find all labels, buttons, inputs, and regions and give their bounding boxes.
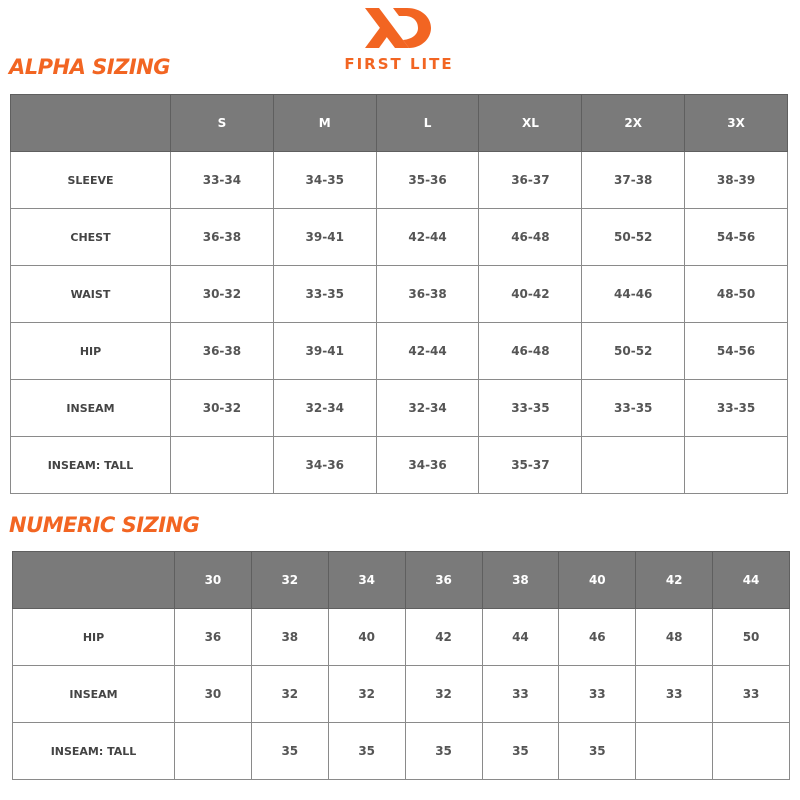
table-cell: 38-39 <box>685 152 788 209</box>
table-cell <box>685 437 788 494</box>
table-cell: 40-42 <box>479 266 582 323</box>
brand-logo <box>334 4 464 74</box>
alpha-size-header: L <box>376 95 479 152</box>
table-cell: 54-56 <box>685 323 788 380</box>
table-cell: 36 <box>175 609 252 666</box>
table-row <box>11 380 788 437</box>
table-cell: 33-34 <box>171 152 274 209</box>
alpha-sizing-title: ALPHA SIZING <box>9 55 170 79</box>
brand-name: FIRST LITE <box>344 55 454 73</box>
numeric-size-header: 38 <box>482 552 559 609</box>
row-label: SLEEVE <box>11 152 171 209</box>
table-row <box>11 209 788 266</box>
table-cell: 42-44 <box>376 323 479 380</box>
numeric-size-header: 36 <box>405 552 482 609</box>
table-cell: 46-48 <box>479 209 582 266</box>
table-cell: 36-38 <box>171 209 274 266</box>
table-cell <box>171 437 274 494</box>
table-row <box>11 437 788 494</box>
table-row <box>13 609 790 666</box>
table-cell: 40 <box>328 609 405 666</box>
table-cell: 35 <box>328 723 405 780</box>
table-cell <box>582 437 685 494</box>
table-cell: 48 <box>636 609 713 666</box>
table-cell: 33-35 <box>582 380 685 437</box>
table-cell: 30 <box>175 666 252 723</box>
table-cell: 50-52 <box>582 209 685 266</box>
numeric-size-header: 42 <box>636 552 713 609</box>
table-row <box>11 152 788 209</box>
alpha-size-header: 3X <box>685 95 788 152</box>
table-cell: 46-48 <box>479 323 582 380</box>
table-cell: 33-35 <box>685 380 788 437</box>
table-cell: 33-35 <box>273 266 376 323</box>
numeric-size-header: 30 <box>175 552 252 609</box>
table-cell: 54-56 <box>685 209 788 266</box>
row-label: INSEAM <box>11 380 171 437</box>
alpha-sizing-table <box>10 94 788 494</box>
row-label: CHEST <box>11 209 171 266</box>
first-lite-mark-icon <box>363 4 435 52</box>
row-label: WAIST <box>11 266 171 323</box>
table-cell <box>713 723 790 780</box>
table-cell: 44 <box>482 609 559 666</box>
row-label: INSEAM <box>13 666 175 723</box>
alpha-size-header: 2X <box>582 95 685 152</box>
table-row <box>11 266 788 323</box>
table-cell: 32 <box>328 666 405 723</box>
numeric-size-header: 44 <box>713 552 790 609</box>
alpha-size-header: XL <box>479 95 582 152</box>
table-cell: 44-46 <box>582 266 685 323</box>
table-cell <box>175 723 252 780</box>
table-cell: 42 <box>405 609 482 666</box>
table-cell: 32 <box>251 666 328 723</box>
table-cell: 30-32 <box>171 380 274 437</box>
numeric-corner-cell <box>13 552 175 609</box>
table-cell: 32 <box>405 666 482 723</box>
alpha-size-header: M <box>273 95 376 152</box>
table-cell: 34-35 <box>273 152 376 209</box>
table-cell: 32-34 <box>273 380 376 437</box>
table-cell: 50-52 <box>582 323 685 380</box>
row-label: INSEAM: TALL <box>13 723 175 780</box>
table-cell: 36-38 <box>376 266 479 323</box>
table-row <box>13 723 790 780</box>
table-cell: 33 <box>482 666 559 723</box>
table-cell: 33 <box>559 666 636 723</box>
table-cell: 32-34 <box>376 380 479 437</box>
row-label: INSEAM: TALL <box>11 437 171 494</box>
table-cell: 33 <box>713 666 790 723</box>
table-cell: 50 <box>713 609 790 666</box>
table-cell: 39-41 <box>273 323 376 380</box>
table-cell: 35 <box>405 723 482 780</box>
table-cell: 30-32 <box>171 266 274 323</box>
table-cell: 39-41 <box>273 209 376 266</box>
table-cell <box>636 723 713 780</box>
table-cell: 33-35 <box>479 380 582 437</box>
numeric-size-header: 40 <box>559 552 636 609</box>
table-cell: 34-36 <box>273 437 376 494</box>
numeric-size-header: 32 <box>251 552 328 609</box>
table-cell: 35 <box>251 723 328 780</box>
numeric-header-row <box>13 552 790 609</box>
table-cell: 46 <box>559 609 636 666</box>
table-cell: 48-50 <box>685 266 788 323</box>
row-label: HIP <box>11 323 171 380</box>
alpha-corner-cell <box>11 95 171 152</box>
table-row <box>13 666 790 723</box>
numeric-sizing-title: NUMERIC SIZING <box>9 513 200 537</box>
table-cell: 33 <box>636 666 713 723</box>
table-cell: 36-37 <box>479 152 582 209</box>
numeric-size-header: 34 <box>328 552 405 609</box>
numeric-sizing-table <box>12 551 790 780</box>
table-cell: 34-36 <box>376 437 479 494</box>
table-cell: 35 <box>559 723 636 780</box>
table-cell: 36-38 <box>171 323 274 380</box>
table-cell: 42-44 <box>376 209 479 266</box>
table-cell: 38 <box>251 609 328 666</box>
alpha-header-row <box>11 95 788 152</box>
table-cell: 37-38 <box>582 152 685 209</box>
alpha-size-header: S <box>171 95 274 152</box>
row-label: HIP <box>13 609 175 666</box>
table-row <box>11 323 788 380</box>
table-cell: 35 <box>482 723 559 780</box>
table-cell: 35-36 <box>376 152 479 209</box>
table-cell: 35-37 <box>479 437 582 494</box>
